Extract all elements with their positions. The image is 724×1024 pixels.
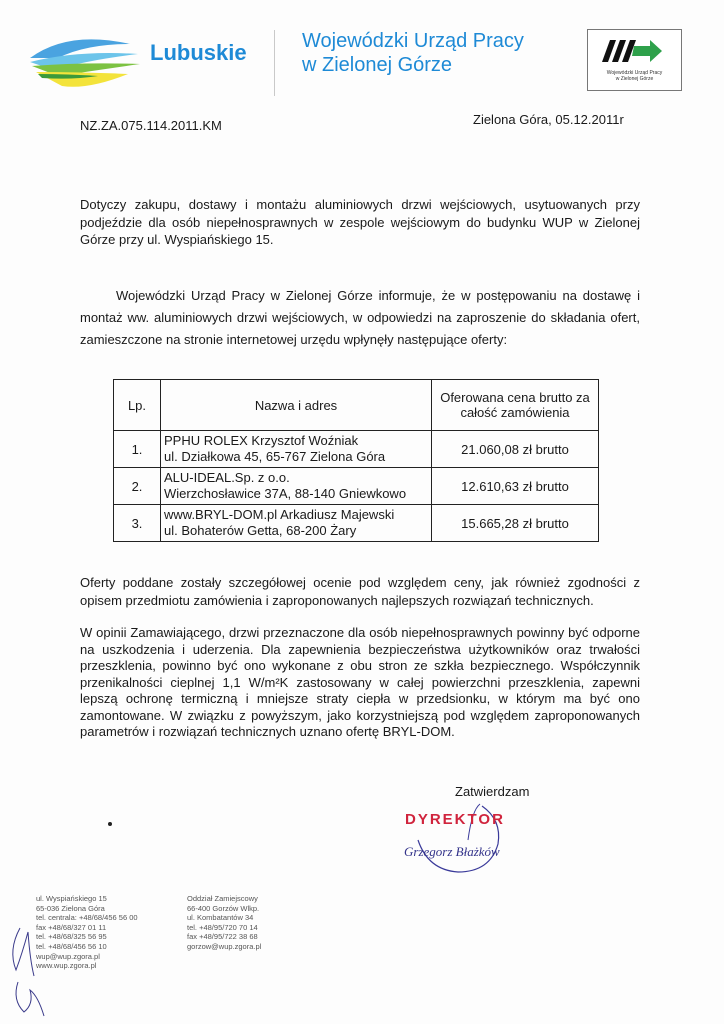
stamp-text bbox=[588, 70, 681, 82]
footer-email[interactable]: wup@wup.zgora.pl bbox=[36, 951, 100, 961]
row-lp: 3. bbox=[114, 505, 161, 542]
approval-label: Zatwierdzam bbox=[455, 784, 530, 799]
row-price: 15.665,28 zł brutto bbox=[432, 505, 599, 542]
stamp-line1: Wojewódzki Urząd Pracy bbox=[606, 70, 663, 76]
director-stamp-title: DYREKTOR bbox=[405, 811, 505, 828]
row-name: ALU-IDEAL.Sp. z o.o. bbox=[164, 470, 290, 485]
stray-dot bbox=[108, 822, 112, 826]
row-name-address bbox=[161, 468, 432, 505]
reference-number: NZ.ZA.075.114.2011.KM bbox=[80, 118, 222, 133]
footer-line: 65-036 Zielona Góra bbox=[36, 903, 105, 913]
office-name-line1: Wojewódzki Urząd Pracy bbox=[302, 30, 524, 52]
footer-line: tel. +48/68/456 56 10 bbox=[36, 941, 107, 951]
footer-line: Oddział Zamiejscowy bbox=[187, 894, 258, 903]
header-divider bbox=[274, 30, 275, 96]
row-name-address bbox=[161, 431, 432, 468]
footer-line: ul. Kombatantów 34 bbox=[187, 913, 254, 923]
header-lp: Lp. bbox=[114, 380, 161, 431]
footer-line: tel. centrala: +48/68/456 56 00 bbox=[36, 913, 138, 923]
table-header-row bbox=[114, 380, 599, 431]
row-name: www.BRYL-DOM.pl Arkadiusz Majewski bbox=[164, 507, 395, 522]
table-row bbox=[114, 431, 599, 468]
row-name-address bbox=[161, 505, 432, 542]
row-name: PPHU ROLEX Krzysztof Woźniak bbox=[164, 433, 359, 448]
footer-email[interactable]: gorzow@wup.zgora.pl bbox=[187, 941, 262, 951]
subject-paragraph: Dotyczy zakupu, dostawy i montażu aluminiowych drzwi wejściowych, usytuowanych przy podjeździe dla osób niepełnosprawnych w zespole wejściowym do budynku WUP w Zielonej Górze przy ul. Wyspiańskiego 15. bbox=[80, 197, 640, 247]
footer-line: fax +48/68/327 01 11 bbox=[36, 922, 107, 932]
footer-line: fax +48/95/722 38 68 bbox=[187, 932, 258, 942]
table-row bbox=[114, 468, 599, 505]
row-lp: 1. bbox=[114, 431, 161, 468]
wup-logo bbox=[587, 29, 682, 91]
row-lp: 2. bbox=[114, 468, 161, 505]
justification-paragraph: W opinii Zamawiającego, drzwi przeznaczone dla osób niepełnosprawnych powinny być odporne na uszkodzenia i uderzenia. Dla zapewnienia bezpieczeństwa użytkowników oraz trwałości przeszklenia, powinno być ono wykonane z obu stron ze szkła bezpiecznego. Współczynnik przenikalności cieplnej 1,1 W/m²K zastosowany w całej powierzchni przeszklenia, zapewni lepszą ochronę termiczną i mniejsze straty ciepła w przedsionku, w którym ma być ono zamontowane. W związku z powyższym, jako korzystniejszą pod względem zaproponowanych parametrów i rozwiązań technicznych uznano ofertę BRYL-DOM. bbox=[80, 625, 640, 739]
row-price: 21.060,08 zł brutto bbox=[432, 431, 599, 468]
footer-line: tel. +48/95/720 70 14 bbox=[187, 922, 258, 932]
footer-line: tel. +48/68/325 56 95 bbox=[36, 932, 107, 942]
offers-table bbox=[113, 379, 599, 542]
footer-line: ul. Wyspiańskiego 15 bbox=[36, 894, 107, 903]
evaluation-paragraph: Oferty poddane zostały szczegółowej ocenie pod względem ceny, jak również zgodności z opisem przedmiotu zamówienia i zaproponowanych najlepszych rozwiązań technicznych. bbox=[80, 575, 640, 608]
footer-website[interactable]: www.wup.zgora.pl bbox=[36, 961, 97, 971]
row-address: ul. Bohaterów Getta, 68-200 Żary bbox=[164, 523, 357, 538]
row-price: 12.610,63 zł brutto bbox=[432, 468, 599, 505]
arrow-logo-icon bbox=[602, 36, 664, 66]
office-name bbox=[302, 29, 524, 77]
footer-branch-office bbox=[187, 894, 261, 952]
intro-paragraph: Wojewódzki Urząd Pracy w Zielonej Górze informuje, że w postępowaniu na dostawę i montaż ww. aluminiowych drzwi wejściowych, w odpowiedzi na zaproszenie do składania ofert, zamieszczone na stronie internetowej urzędu wpłynęły następujące oferty: bbox=[80, 288, 640, 347]
header-price: Oferowana cena brutto za całość zamówienia bbox=[432, 380, 599, 431]
table-row bbox=[114, 505, 599, 542]
lubuskie-logo-icon bbox=[28, 34, 148, 94]
header-name: Nazwa i adres bbox=[161, 380, 432, 431]
row-address: Wierzchosławice 37A, 88-140 Gniewkowo bbox=[164, 486, 407, 501]
footer-line: 66-400 Gorzów Wlkp. bbox=[187, 903, 260, 913]
place-date: Zielona Góra, 05.12.2011r bbox=[473, 112, 624, 127]
footer-main-office bbox=[36, 894, 138, 971]
row-address: ul. Działkowa 45, 65-767 Zielona Góra bbox=[164, 449, 386, 464]
stamp-line2: w Zielonej Górze bbox=[615, 76, 654, 82]
director-stamp-name: Grzegorz Błażków bbox=[404, 844, 500, 859]
region-name: Lubuskie bbox=[150, 40, 247, 65]
office-name-line2: w Zielonej Górze bbox=[302, 54, 453, 76]
